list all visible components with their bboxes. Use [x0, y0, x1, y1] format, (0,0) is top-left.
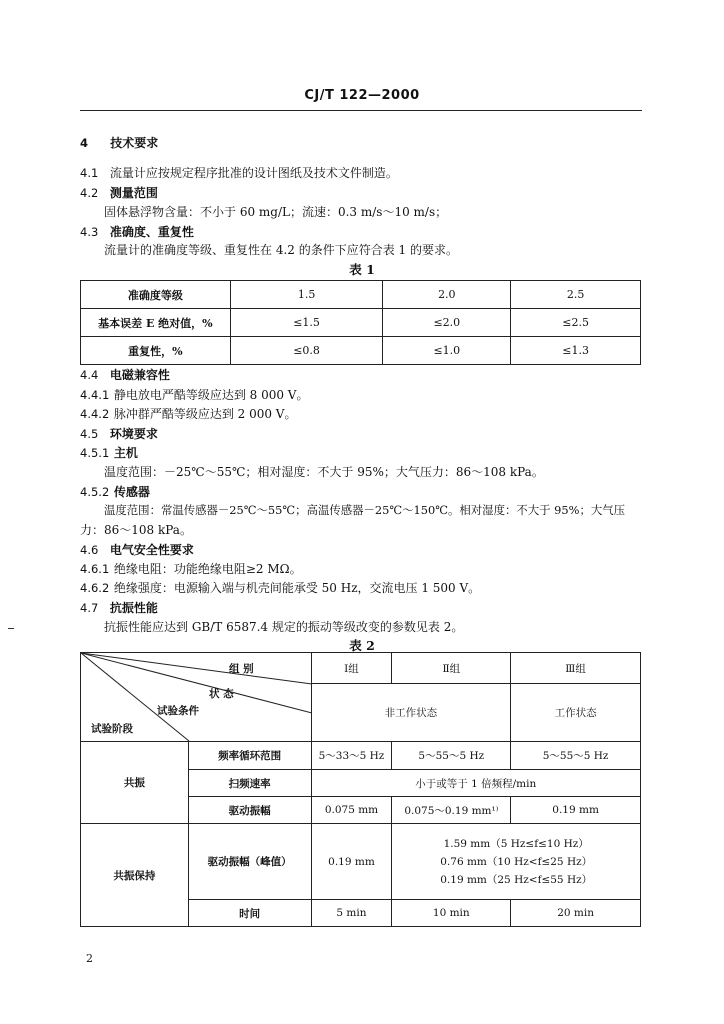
table-cell: 5～55～5 Hz: [392, 742, 511, 770]
clause-number: 4.2: [80, 186, 99, 200]
clause-4-5: [80, 425, 158, 442]
table-cell: 5 min: [311, 900, 392, 927]
clause-number: 4.5: [80, 427, 99, 441]
diagonal-line: [81, 653, 312, 684]
clause-number: 4.5.1: [80, 446, 110, 460]
clause-4-5-1-text: 温度范围：－25℃～55℃；相对湿度：不大于 95%；大气压力：86～108 kPa。: [104, 465, 544, 479]
table-1-caption: 表 1: [349, 262, 375, 277]
diagonal-header: [81, 653, 311, 741]
clause-number: 4.3: [80, 225, 99, 239]
diagonal-header-cell: [81, 653, 312, 742]
section-4-heading: [80, 134, 158, 151]
amplitude-range: 0.19 mm（25 Hz<f≤55 Hz）: [440, 873, 593, 886]
table-row: [81, 309, 641, 337]
table-cell: 5～55～5 Hz: [511, 742, 641, 770]
group-header-2: Ⅱ组: [392, 653, 511, 684]
table-cell: ≤2.0: [383, 309, 511, 337]
clause-title: 电气安全性要求: [109, 543, 194, 557]
group-header-1: Ⅰ组: [311, 653, 392, 684]
amplitude-range: 0.76 mm（10 Hz<f≤25 Hz）: [440, 855, 593, 868]
table-cell: ≤2.5: [511, 309, 641, 337]
table-row: [81, 742, 641, 770]
state-working: 工作状态: [511, 684, 641, 742]
table-cell: 准确度等级: [81, 281, 231, 309]
clause-4-7: [80, 599, 158, 616]
clause-number: 4.4.1: [80, 388, 110, 402]
clause-4-4-1: [80, 386, 308, 403]
table-cell: 0.19 mm: [511, 797, 641, 824]
clause-number: 4.1: [80, 166, 99, 180]
scan-edge-mark: [8, 628, 14, 629]
clause-text: 脉冲群严酷等级应达到 2 000 V。: [113, 407, 297, 421]
diag-label-stage: 试验阶段: [91, 723, 133, 735]
clause-4-6: [80, 541, 194, 558]
vibration-table: [80, 652, 641, 927]
standard-code: CJ/T 122—2000: [304, 88, 420, 103]
amplitude-range: 1.59 mm（5 Hz≤f≤10 Hz）: [443, 837, 589, 850]
param-name: 扫频速率: [188, 770, 311, 797]
table-cell: 2.0: [383, 281, 511, 309]
clause-4-3-text: 流量计的准确度等级、重复性在 4.2 的条件下应符合表 1 的要求。: [104, 243, 458, 257]
stage-resonance-hold: 共振保持: [81, 824, 189, 927]
clause-title: 抗振性能: [109, 601, 158, 615]
section-title: 技术要求: [110, 136, 159, 150]
amplitude-ranges-cell: [392, 824, 641, 900]
clause-title: 环境要求: [109, 427, 158, 441]
accuracy-table: [80, 280, 641, 365]
clause-4-5-2-text-cont: 力：86～108 kPa。: [80, 523, 192, 537]
clause-4-4-2: [80, 405, 296, 422]
clause-4-2: [80, 184, 158, 201]
table-row: [81, 824, 641, 900]
header-divider: [80, 110, 642, 111]
table-cell: ≤1.3: [511, 337, 641, 365]
state-non-working: 非工作状态: [311, 684, 511, 742]
clause-text: 绝缘电阻：功能绝缘电阻≥2 MΩ。: [113, 562, 302, 576]
clause-text: 静电放电严酷等级应达到 8 000 V。: [113, 388, 309, 402]
page-number: 2: [86, 952, 93, 965]
diag-label-condition: 试验条件: [157, 705, 199, 717]
clause-number: 4.6: [80, 543, 99, 557]
clause-4-3: [80, 223, 194, 240]
clause-number: 4.4.2: [80, 407, 110, 421]
table-cell: 20 min: [511, 900, 641, 927]
table-cell: 基本误差 E 绝对值，%: [81, 309, 231, 337]
table-cell: 0.075 mm: [311, 797, 392, 824]
table-2-caption: 表 2: [349, 638, 375, 653]
section-number: 4: [80, 136, 89, 150]
clause-number: 4.5.2: [80, 485, 110, 499]
table-row: [81, 653, 641, 684]
clause-4-7-text: 抗振性能应达到 GB/T 6587.4 规定的振动等级改变的参数见表 2。: [104, 620, 464, 634]
scan-corner-mark: [560, 0, 724, 14]
table-cell: 1.5: [230, 281, 383, 309]
clause-4-4: [80, 366, 170, 383]
clause-4-6-2: [80, 579, 480, 596]
table-cell: 小于或等于 1 倍频程/min: [311, 770, 640, 797]
table-cell: ≤1.0: [383, 337, 511, 365]
clause-number: 4.6.1: [80, 562, 110, 576]
clause-title: 电磁兼容性: [109, 368, 170, 382]
table-cell: ≤1.5: [230, 309, 383, 337]
clause-title: 准确度、重复性: [109, 225, 194, 239]
table-row: [81, 281, 641, 309]
clause-title: 传感器: [113, 485, 150, 499]
table-cell: 10 min: [392, 900, 511, 927]
clause-text: 流量计应按规定程序批准的设计图纸及技术文件制造。: [109, 166, 398, 180]
group-header-3: Ⅲ组: [511, 653, 641, 684]
table-cell: 重复性，%: [81, 337, 231, 365]
clause-4-1: [80, 164, 398, 181]
clause-4-2-text: 固体悬浮物含量：不小于 60 mg/L；流速：0.3 m/s～10 m/s；: [104, 205, 448, 219]
table-row: [81, 337, 641, 365]
table-cell: 0.19 mm: [311, 824, 392, 900]
clause-number: 4.4: [80, 368, 99, 382]
table-cell: 5～33～5 Hz: [311, 742, 392, 770]
clause-4-5-2: [80, 483, 150, 500]
table-cell: ≤0.8: [230, 337, 383, 365]
clause-number: 4.6.2: [80, 581, 110, 595]
param-name: 频率循环范围: [188, 742, 311, 770]
param-name: 驱动振幅: [188, 797, 311, 824]
clause-number: 4.7: [80, 601, 99, 615]
clause-4-5-2-text: 温度范围：常温传感器－25℃～55℃；高温传感器－25℃～150℃。相对湿度：不大于 95%；大气压: [104, 503, 626, 517]
table-cell: 2.5: [511, 281, 641, 309]
diag-label-group: 组 别: [229, 663, 254, 675]
clause-title: 测量范围: [109, 186, 158, 200]
clause-text: 绝缘强度：电源输入端与机壳间能承受 50 Hz，交流电压 1 500 V。: [113, 581, 481, 595]
param-name: 时间: [188, 900, 311, 927]
diag-label-state: 状 态: [209, 688, 234, 700]
stage-resonance: 共振: [81, 742, 189, 824]
clause-4-5-1: [80, 444, 138, 461]
clause-4-6-1: [80, 560, 302, 577]
param-name: 驱动振幅（峰值）: [188, 824, 311, 900]
table-cell: 0.075～0.19 mm¹⁾: [392, 797, 511, 824]
clause-title: 主机: [113, 446, 138, 460]
